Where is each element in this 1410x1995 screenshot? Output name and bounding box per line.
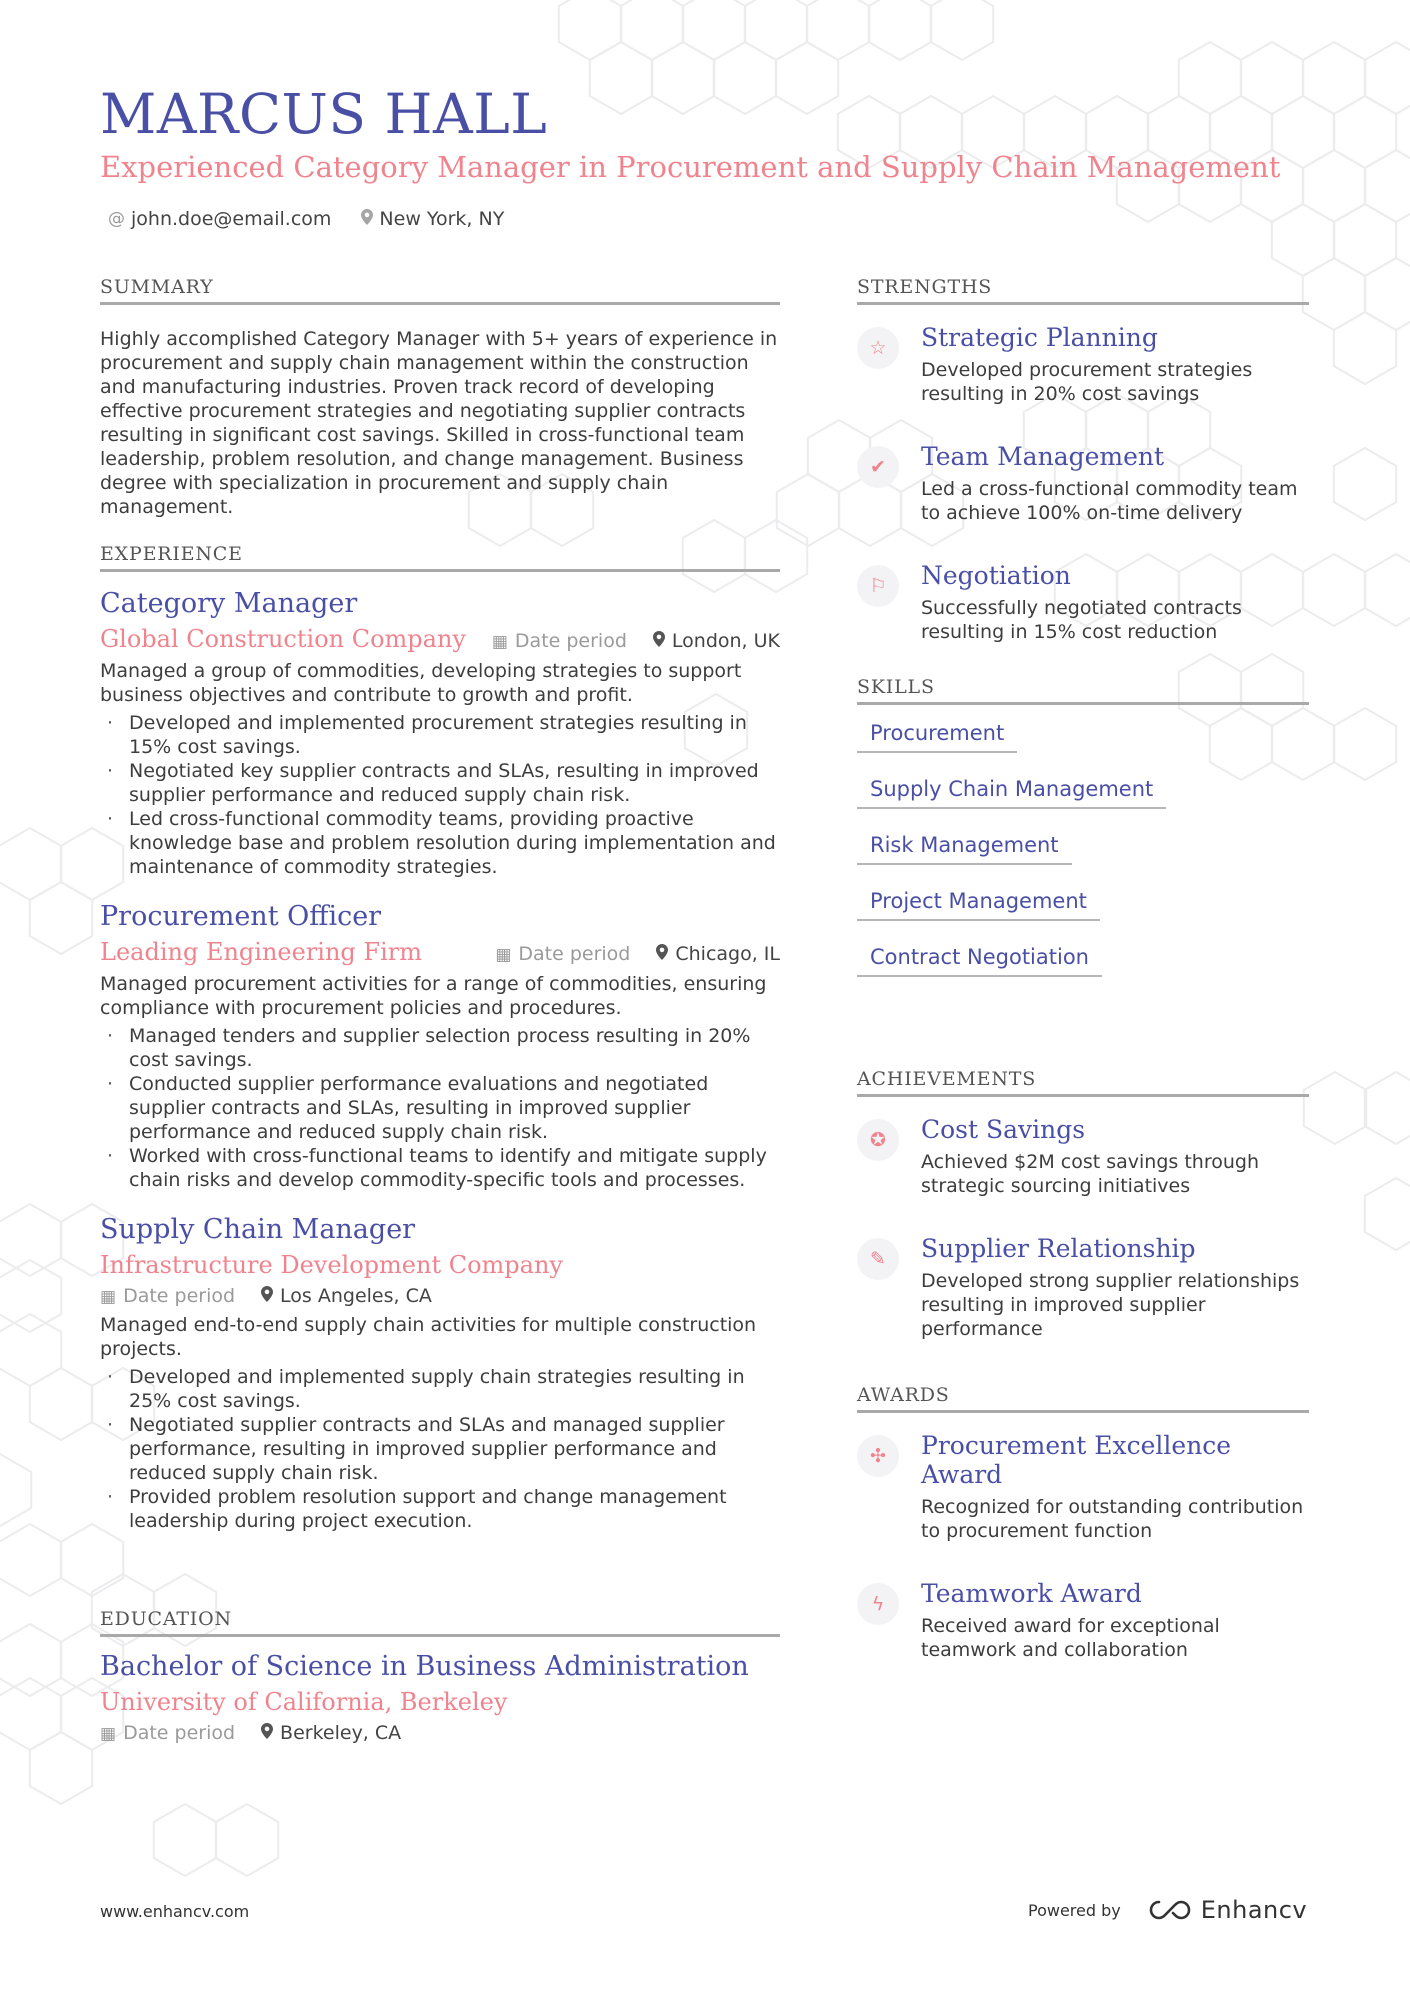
list-item: · Developed and implemented supply chain strategies resulting in 25% cost savings. [100, 1365, 780, 1413]
skill-tag: Procurement [857, 721, 1017, 753]
hexagon-shape [745, 0, 807, 60]
hexagon-shape [0, 1314, 61, 1386]
job-description: Managed end-to-end supply chain activities for multiple construction projects. [100, 1314, 757, 1360]
education-section [100, 1608, 780, 1744]
star-icon: ☆ [857, 327, 899, 369]
hexagon-shape [0, 1204, 61, 1276]
hexagon-shape [683, 0, 745, 60]
job-location: Los Angeles, CA [280, 1285, 432, 1307]
candidate-name: MARCUS HALL [100, 82, 548, 146]
strength-title: Team Management [921, 442, 1165, 471]
flag-icon: ⚐ [857, 565, 899, 607]
powered-by-label: Powered by [1028, 1900, 1121, 1920]
job-title: Procurement Officer [100, 901, 382, 932]
strength-title: Negotiation [921, 561, 1071, 590]
degree-title: Bachelor of Science in Business Administration [100, 1651, 749, 1682]
job-description: Managed procurement activities for a range of commodities, ensuring compliance with procurement policies and procedures. [100, 973, 767, 1019]
calendar-icon: ▦ [495, 945, 512, 965]
achievement-title: Cost Savings [921, 1115, 1086, 1144]
job-description: Managed a group of commodities, developing strategies to support business objectives and contribute to growth and profit. [100, 660, 742, 706]
hexagon-shape [1334, 312, 1396, 384]
hexagon-shape [1179, 42, 1241, 114]
at-icon: @ [108, 209, 125, 229]
lightning-icon: ϟ [857, 1583, 899, 1625]
hexagon-shape [0, 1524, 61, 1596]
hexagon-shape [1272, 204, 1334, 276]
strengths-heading: STRENGTHS [857, 276, 1309, 305]
award-item [857, 1431, 1309, 1543]
award-item [857, 1579, 1309, 1662]
hexagon-shape [1303, 554, 1365, 626]
achievements-section [857, 1068, 1309, 1341]
hexagon-shape [0, 1454, 31, 1526]
hexagon-shape [776, 42, 838, 114]
awards-heading: AWARDS [857, 1384, 1309, 1413]
date-period: Date period [514, 630, 627, 652]
strength-desc: Developed procurement strategies resulting in 20% cost savings [921, 359, 1253, 405]
hexagon-shape [931, 0, 993, 60]
strength-item [857, 323, 1309, 406]
award-desc: Recognized for outstanding contribution to procurement function [921, 1496, 1304, 1542]
experience-heading: EXPERIENCE [100, 543, 780, 572]
calendar-icon: ▦ [100, 1724, 117, 1744]
hexagon-shape [714, 42, 776, 114]
skills-heading: SKILLS [857, 676, 1309, 705]
hexagon-shape [0, 1678, 61, 1750]
list-item: · Negotiated supplier contracts and SLAs and managed supplier performance, resulting in improved supplier performance and reduced supply chain risk. [100, 1413, 780, 1485]
experience-entry [100, 901, 780, 1192]
hexagon-shape [154, 1804, 216, 1876]
achievement-title: Supplier Relationship [921, 1234, 1196, 1263]
school-name: University of California, Berkeley [100, 1688, 508, 1716]
hexagon-shape [1334, 708, 1396, 780]
list-item: · Negotiated key supplier contracts and SLAs, resulting in improved supplier performance and reduced supply chain risk. [100, 759, 780, 807]
contact-info [108, 208, 504, 230]
education-location: Berkeley, CA [280, 1722, 402, 1744]
award-title: Procurement Excellence Award [921, 1431, 1232, 1489]
location-item [361, 208, 504, 230]
hexagon-shape [1272, 96, 1334, 168]
hexagon-shape [1304, 1072, 1366, 1144]
location-text: New York, NY [379, 208, 505, 230]
hexagon-shape [1303, 258, 1365, 330]
brand-name: Enhancv [1200, 1896, 1308, 1924]
calendar-icon: ▦ [100, 1287, 117, 1307]
enhancv-logo-icon [1147, 1898, 1193, 1922]
date-period: Date period [123, 1722, 236, 1744]
hexagon-shape [0, 1260, 61, 1332]
hexagon-shape [559, 0, 621, 60]
map-pin-icon [261, 1724, 273, 1744]
job-location: London, UK [671, 630, 780, 652]
job-location: Chicago, IL [675, 943, 780, 965]
strength-item [857, 561, 1309, 644]
achievement-desc: Achieved $2M cost savings through strategic sourcing initiatives [921, 1151, 1259, 1197]
hexagon-shape [1365, 1178, 1410, 1250]
skill-tag: Risk Management [857, 833, 1072, 865]
magic-wand-icon: ✎ [857, 1238, 899, 1280]
hexagon-shape [777, 474, 839, 546]
strength-title: Strategic Planning [921, 323, 1158, 352]
education-heading: EDUCATION [100, 1608, 780, 1637]
hexagon-shape [216, 1804, 278, 1876]
experience-entry [100, 588, 780, 879]
hexagon-shape [1334, 96, 1396, 168]
list-item: · Provided problem resolution support and change management leadership during project execution. [100, 1485, 780, 1533]
strengths-section [857, 276, 1309, 644]
calendar-icon: ▦ [491, 632, 508, 652]
hexagon-shape [30, 1732, 92, 1804]
list-item: · Managed tenders and supplier selection process resulting in 20% cost savings. [100, 1024, 780, 1072]
hexagon-shape [30, 882, 92, 954]
hexagon-shape [1365, 554, 1410, 626]
candidate-headline: Experienced Category Manager in Procurement and Supply Chain Management [100, 150, 1281, 184]
list-item: · Conducted supplier performance evaluations and negotiated supplier contracts and SLAs, resulting in improved supplier performance and reduced supply chain risk. [100, 1072, 780, 1144]
hexagon-shape [1365, 258, 1410, 330]
hexagon-shape [621, 0, 683, 60]
enhancv-logo[interactable] [1147, 1896, 1307, 1924]
hexagon-shape [1303, 42, 1365, 114]
strength-desc: Led a cross-functional commodity team to achieve 100% on-time delivery [921, 478, 1298, 524]
achievement-desc: Developed strong supplier relationships resulting in improved supplier performance [921, 1270, 1300, 1340]
list-item: · Led cross-functional commodity teams, providing proactive knowledge base and problem resolution during implementation and maintenance of commodity strategies. [100, 807, 780, 879]
hexagon-shape [0, 1624, 61, 1696]
company-name: Infrastructure Development Company [100, 1251, 563, 1279]
strength-desc: Successfully negotiated contracts resulting in 15% cost reduction [921, 597, 1242, 643]
achievements-heading: ACHIEVEMENTS [857, 1068, 1309, 1097]
award-desc: Received award for exceptional teamwork and collaboration [921, 1615, 1220, 1661]
date-period: Date period [518, 943, 631, 965]
hexagon-shape [1334, 204, 1396, 276]
award-ribbon-icon: ✪ [857, 1119, 899, 1161]
achievement-item [857, 1234, 1309, 1341]
map-pin-icon [261, 1287, 273, 1307]
hexagon-shape [807, 0, 869, 60]
email-text: john.doe@email.com [131, 208, 332, 230]
job-bullets [100, 711, 780, 879]
list-item: · Worked with cross-functional teams to identify and mitigate supply chain risks and develop commodity-specific tools and processes. [100, 1144, 780, 1192]
skill-tag: Contract Negotiation [857, 945, 1102, 977]
company-name: Leading Engineering Firm [100, 938, 422, 966]
summary-section [100, 276, 780, 519]
hexagon-shape [30, 1368, 92, 1440]
strength-item [857, 442, 1309, 525]
hexagon-shape [1334, 448, 1396, 520]
award-title: Teamwork Award [921, 1579, 1142, 1608]
awards-section [857, 1384, 1309, 1662]
footer-powered [1028, 1896, 1307, 1924]
hexagon-shape [590, 42, 652, 114]
map-pin-icon [656, 945, 668, 965]
skills-section [857, 676, 1309, 977]
summary-heading: SUMMARY [100, 276, 780, 305]
experience-entry [100, 1214, 780, 1533]
hexagon-shape [1365, 42, 1410, 114]
hexagon-shape [1365, 1072, 1410, 1144]
job-title: Supply Chain Manager [100, 1214, 416, 1245]
map-pin-icon [653, 632, 665, 652]
skill-tag: Supply Chain Management [857, 777, 1166, 809]
hexagon-shape [0, 828, 61, 900]
achievement-item [857, 1115, 1309, 1198]
check-icon: ✔ [857, 446, 899, 488]
experience-section [100, 543, 780, 1533]
email-item[interactable] [108, 208, 331, 230]
skill-tag: Project Management [857, 889, 1100, 921]
footer-website[interactable]: www.enhancv.com [100, 1902, 250, 1921]
hexagon-shape [652, 42, 714, 114]
job-title: Category Manager [100, 588, 358, 619]
list-item: · Developed and implemented procurement strategies resulting in 15% cost savings. [100, 711, 780, 759]
handshake-icon: ✣ [857, 1435, 899, 1477]
hexagon-shape [1365, 150, 1410, 222]
hexagon-shape [1303, 150, 1365, 222]
map-pin-icon [361, 209, 373, 230]
summary-text: Highly accomplished Category Manager with 5+ years of experience in procurement and supply chain management within the construction and manufacturing industries. Proven track record of developing effective procurement strategies and negotiating supplier contracts resulting in significant cost savings. Skilled in cross-functional team leadership, problem resolution, and change management. Business degree with specialization in procurement and supply chain management. [100, 328, 778, 518]
date-period: Date period [123, 1285, 236, 1307]
hexagon-shape [1241, 42, 1303, 114]
job-bullets [100, 1024, 780, 1192]
job-bullets [100, 1365, 780, 1533]
hexagon-shape [869, 0, 931, 60]
company-name: Global Construction Company [100, 625, 466, 653]
hexagon-shape [61, 1524, 123, 1596]
